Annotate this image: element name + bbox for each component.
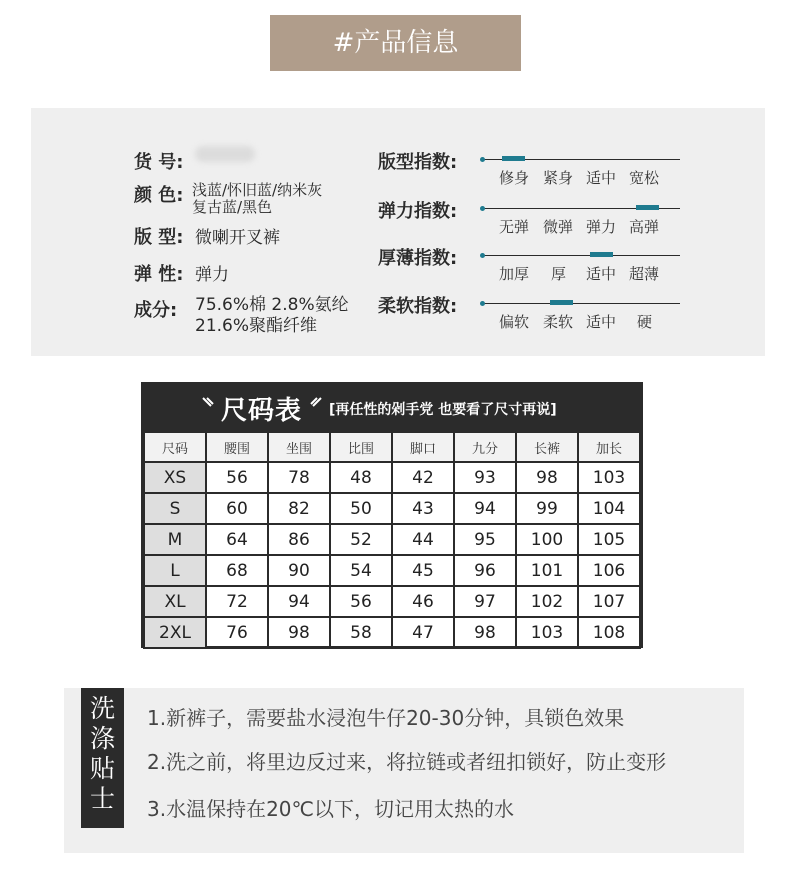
measurement-cell: 54 [330,555,392,586]
measurement-cell: 60 [206,493,268,524]
measurement-cell: 56 [206,462,268,493]
index-scale-marker [502,156,525,161]
measurement-cell: 100 [516,524,578,555]
material-label: 成分: [134,300,178,321]
index-option: 无弹 [499,218,530,236]
size-table [141,382,643,648]
index-option: 高弹 [629,218,660,236]
index-scale-dot [480,301,485,306]
table-row [144,617,640,648]
washing-tag-char: 贴 [89,754,115,783]
measurement-cell: 95 [454,524,516,555]
size-table-subtitle: [再任性的剁手党 也要看了尺寸再说] [329,402,557,418]
measurement-cell: 50 [330,493,392,524]
fit-value: 微喇开叉裤 [195,228,280,248]
measurement-cell: 90 [268,555,330,586]
washing-tag-char: 洗 [89,694,115,723]
table-row [144,462,640,493]
index-option: 柔软 [543,313,574,331]
index-scale-dot [480,157,485,162]
index-option: 弹力 [586,218,617,236]
index-scale-marker [590,252,613,257]
size-table-grid [143,431,641,649]
index-option: 微弹 [543,218,574,236]
size-cell: M [144,524,206,555]
size-cell: S [144,493,206,524]
index-option: 硬 [637,313,653,331]
table-row [144,555,640,586]
table-header-cell: 加长 [578,432,640,462]
measurement-cell: 98 [516,462,578,493]
color-label: 颜 色: [134,185,184,206]
measurement-cell: 104 [578,493,640,524]
table-header-row [144,432,640,462]
table-header-cell: 尺码 [144,432,206,462]
left-spark-icon [201,396,217,412]
measurement-cell: 78 [268,462,330,493]
index-option: 紧身 [543,169,574,187]
measurement-cell: 106 [578,555,640,586]
measurement-cell: 108 [578,617,640,648]
measurement-cell: 64 [206,524,268,555]
measurement-cell: 101 [516,555,578,586]
fit-label: 版 型: [134,227,184,248]
item-no-value-blurred [195,146,255,162]
measurement-cell: 102 [516,586,578,617]
measurement-cell: 56 [330,586,392,617]
table-header-cell: 九分 [454,432,516,462]
stretch-value: 弹力 [195,265,229,285]
section-title-banner: #产品信息 [270,15,521,71]
index-option: 偏软 [499,313,530,331]
measurement-cell: 98 [268,617,330,648]
measurement-cell: 46 [392,586,454,617]
measurement-cell: 48 [330,462,392,493]
measurement-cell: 44 [392,524,454,555]
washing-tip-1: 1.新裤子，需要盐水浸泡牛仔20-30分钟，具锁色效果 [147,706,625,730]
index-scale-marker [636,205,659,210]
material-value-line2: 21.6%聚酯纤维 [195,316,318,336]
measurement-cell: 103 [516,617,578,648]
measurement-cell: 58 [330,617,392,648]
color-value-line2: 复古蓝/黑色 [192,198,273,216]
measurement-cell: 72 [206,586,268,617]
measurement-cell: 96 [454,555,516,586]
measurement-cell: 97 [454,586,516,617]
washing-tip-2: 2.洗之前，将里边反过来，将拉链或者纽扣锁好，防止变形 [147,750,667,774]
washing-tag-char: 士 [89,784,115,813]
measurement-cell: 47 [392,617,454,648]
index-label: 版型指数: [378,152,458,173]
size-cell: 2XL [144,617,206,648]
stretch-label: 弹 性: [134,264,184,285]
index-scale-dot [480,206,485,211]
index-option: 适中 [586,313,617,331]
measurement-cell: 76 [206,617,268,648]
measurement-cell: 42 [392,462,454,493]
size-cell: XL [144,586,206,617]
index-label: 柔软指数: [378,296,458,317]
measurement-cell: 94 [454,493,516,524]
measurement-cell: 86 [268,524,330,555]
index-option: 宽松 [629,169,660,187]
item-no-label: 货 号: [134,152,184,173]
measurement-cell: 43 [392,493,454,524]
table-header-cell: 腰围 [206,432,268,462]
table-row [144,493,640,524]
index-scale-line [482,255,680,256]
table-header-cell: 坐围 [268,432,330,462]
measurement-cell: 94 [268,586,330,617]
index-scale-marker [550,300,573,305]
measurement-cell: 99 [516,493,578,524]
table-body [144,462,640,648]
table-header-cell: 长裤 [516,432,578,462]
size-table-title-bar [143,384,641,431]
measurement-cell: 68 [206,555,268,586]
right-spark-icon [307,396,323,412]
table-row [144,586,640,617]
size-table-title: 尺码表 [221,396,303,426]
measurement-cell: 93 [454,462,516,493]
index-scale-dot [480,253,485,258]
material-value-line1: 75.6%棉 2.8%氨纶 [195,295,349,315]
table-header-cell: 脚口 [392,432,454,462]
index-label: 厚薄指数: [378,248,458,269]
measurement-cell: 82 [268,493,330,524]
washing-tip-3: 3.水温保持在20℃以下，切记用太热的水 [147,797,514,821]
index-option: 适中 [586,169,617,187]
table-header-cell: 比围 [330,432,392,462]
measurement-cell: 107 [578,586,640,617]
measurement-cell: 103 [578,462,640,493]
size-cell: XS [144,462,206,493]
measurement-cell: 98 [454,617,516,648]
index-option: 修身 [499,169,530,187]
washing-tips-tag [81,688,124,828]
index-option: 超薄 [629,265,660,283]
color-value-line1: 浅蓝/怀旧蓝/纳米灰 [192,181,323,199]
washing-tag-char: 涤 [89,724,115,753]
size-cell: L [144,555,206,586]
index-option: 适中 [586,265,617,283]
index-label: 弹力指数: [378,201,458,222]
measurement-cell: 52 [330,524,392,555]
measurement-cell: 45 [392,555,454,586]
table-row [144,524,640,555]
index-option: 加厚 [499,265,530,283]
measurement-cell: 105 [578,524,640,555]
index-scale-line [482,303,680,304]
index-option: 厚 [551,265,567,283]
